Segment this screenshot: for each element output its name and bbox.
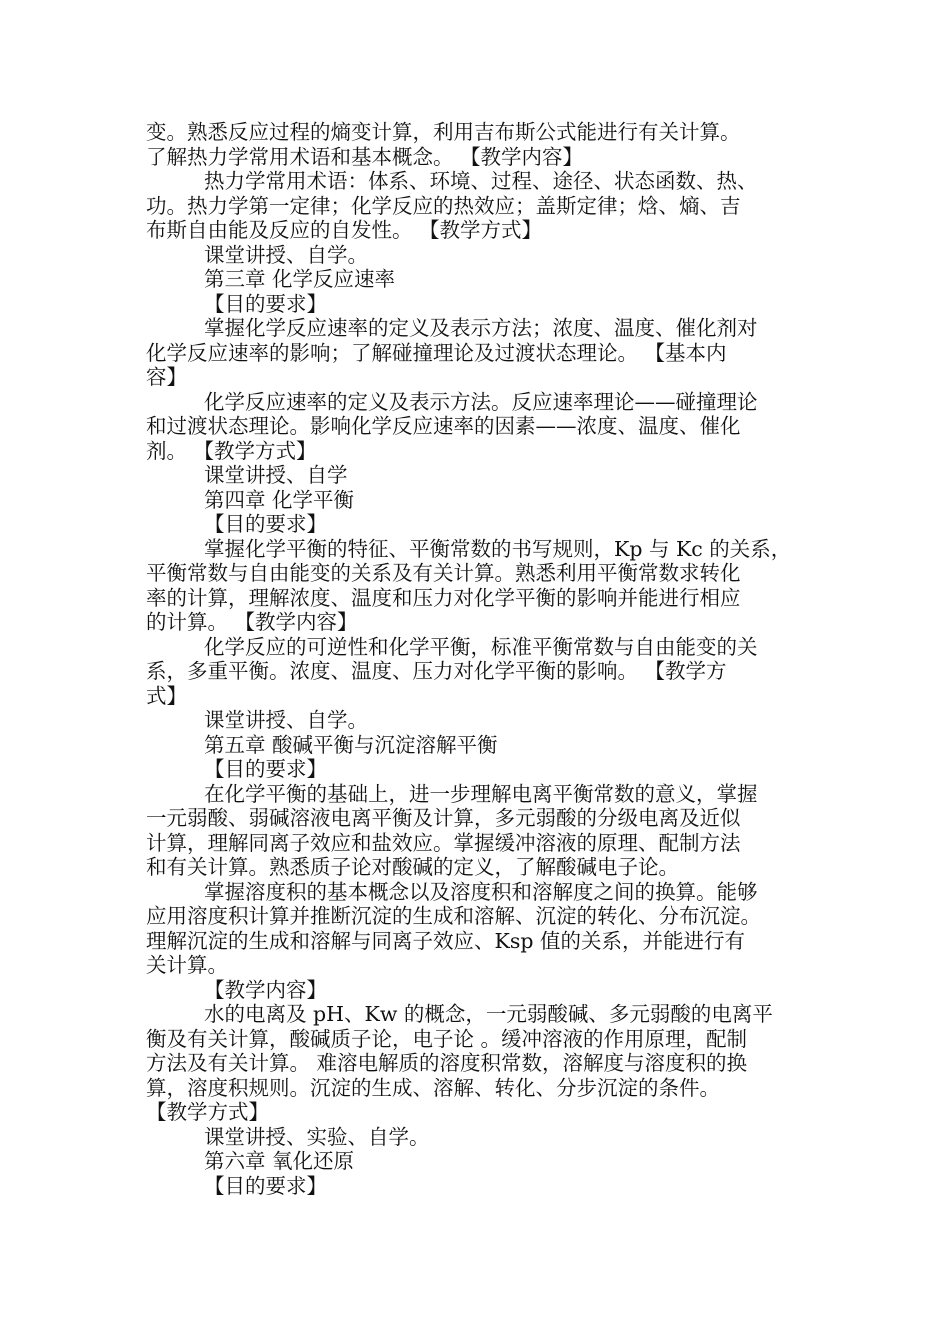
text-line: 热力学常用术语：体系、环境、过程、途径、状态函数、热、	[204, 169, 758, 193]
text-line: 【目的要求】	[204, 757, 327, 781]
text-line: 化学反应速率的影响；了解碰撞理论及过渡状态理论。 【基本内	[146, 340, 727, 365]
text-line: 第三章 化学反应速率	[204, 267, 396, 291]
text-line: 课堂讲授、实验、自学。	[204, 1124, 430, 1149]
text-line: 平衡常数与自由能变的关系及有关计算。熟悉利用平衡常数求转化	[146, 561, 741, 585]
text-line: 率的计算，理解浓度、温度和压力对化学平衡的影响并能进行相应	[146, 585, 741, 610]
text-line: 【教学方式】	[146, 1100, 269, 1124]
text-line: 衡及有关计算，酸碱质子论，电子论 。缓冲溶液的作用原理，配制	[146, 1026, 748, 1051]
text-line: 了解热力学常用术语和基本概念。 【教学内容】	[146, 144, 584, 169]
text-line: 系，多重平衡。浓度、温度、压力对化学平衡的影响。 【教学方	[146, 659, 727, 683]
text-line: 课堂讲授、自学。	[204, 242, 368, 267]
text-line: 计算，理解同离子效应和盐效应。掌握缓冲溶液的原理、配制方法	[146, 830, 741, 855]
text-line: 剂。 【教学方式】	[146, 438, 317, 463]
text-line: 理解沉淀的生成和溶解与同离子效应、Ksp 值的关系，并能进行有	[146, 928, 745, 953]
text-line: 第五章 酸碱平衡与沉淀溶解平衡	[204, 732, 498, 757]
text-line: 【教学内容】	[204, 977, 327, 1002]
text-line: 化学反应的可逆性和化学平衡，标准平衡常数与自由能变的关	[204, 634, 758, 659]
text-line: 【目的要求】	[204, 1173, 327, 1198]
text-line: 第六章 氧化还原	[204, 1149, 355, 1173]
text-line: 的计算。 【教学内容】	[146, 610, 358, 634]
text-line: 掌握化学反应速率的定义及表示方法；浓度、温度、催化剂对	[204, 316, 758, 340]
text-line: 关计算。	[146, 953, 228, 977]
text-line: 在化学平衡的基础上，进一步理解电离平衡常数的意义，掌握	[204, 781, 758, 806]
text-line: 掌握化学平衡的特征、平衡常数的书写规则，Kp 与 Kc 的关系，	[204, 536, 792, 561]
text-line: 【目的要求】	[204, 512, 327, 536]
text-line: 算，溶度积规则。沉淀的生成、溶解、转化、分步沉淀的条件。	[146, 1075, 720, 1100]
text-line: 布斯自由能及反应的自发性。 【教学方式】	[146, 218, 543, 242]
text-line: 和过渡状态理论。影响化学反应速率的因素——浓度、温度、催化	[146, 414, 741, 438]
text-line: 功。热力学第一定律；化学反应的热效应；盖斯定律；焓、熵、吉	[146, 193, 741, 218]
text-line: 变。熟悉反应过程的熵变计算，利用吉布斯公式能进行有关计算。	[146, 120, 741, 144]
text-line: 课堂讲授、自学	[204, 463, 348, 487]
text-line: 和有关计算。熟悉质子论对酸碱的定义，了解酸碱电子论。	[146, 855, 679, 879]
text-line: 式】	[146, 683, 187, 708]
text-line: 方法及有关计算。 难溶电解质的溶度积常数，溶解度与溶度积的换	[146, 1051, 748, 1075]
text-line: 【目的要求】	[204, 291, 327, 316]
text-line: 课堂讲授、自学。	[204, 708, 368, 732]
text-line: 掌握溶度积的基本概念以及溶度积和溶解度之间的换算。能够	[204, 879, 758, 904]
text-line: 应用溶度积计算并推断沉淀的生成和溶解、沉淀的转化、分布沉淀。	[146, 904, 761, 928]
text-line: 化学反应速率的定义及表示方法。反应速率理论——碰撞理论	[204, 389, 758, 414]
document-body	[146, 120, 810, 1198]
text-line: 第四章 化学平衡	[204, 487, 355, 512]
text-line: 容】	[146, 365, 187, 389]
text-line: 一元弱酸、弱碱溶液电离平衡及计算，多元弱酸的分级电离及近似	[146, 806, 741, 830]
text-line: 水的电离及 pH、Kw 的概念，一元弱酸碱、多元弱酸的电离平	[204, 1002, 773, 1026]
